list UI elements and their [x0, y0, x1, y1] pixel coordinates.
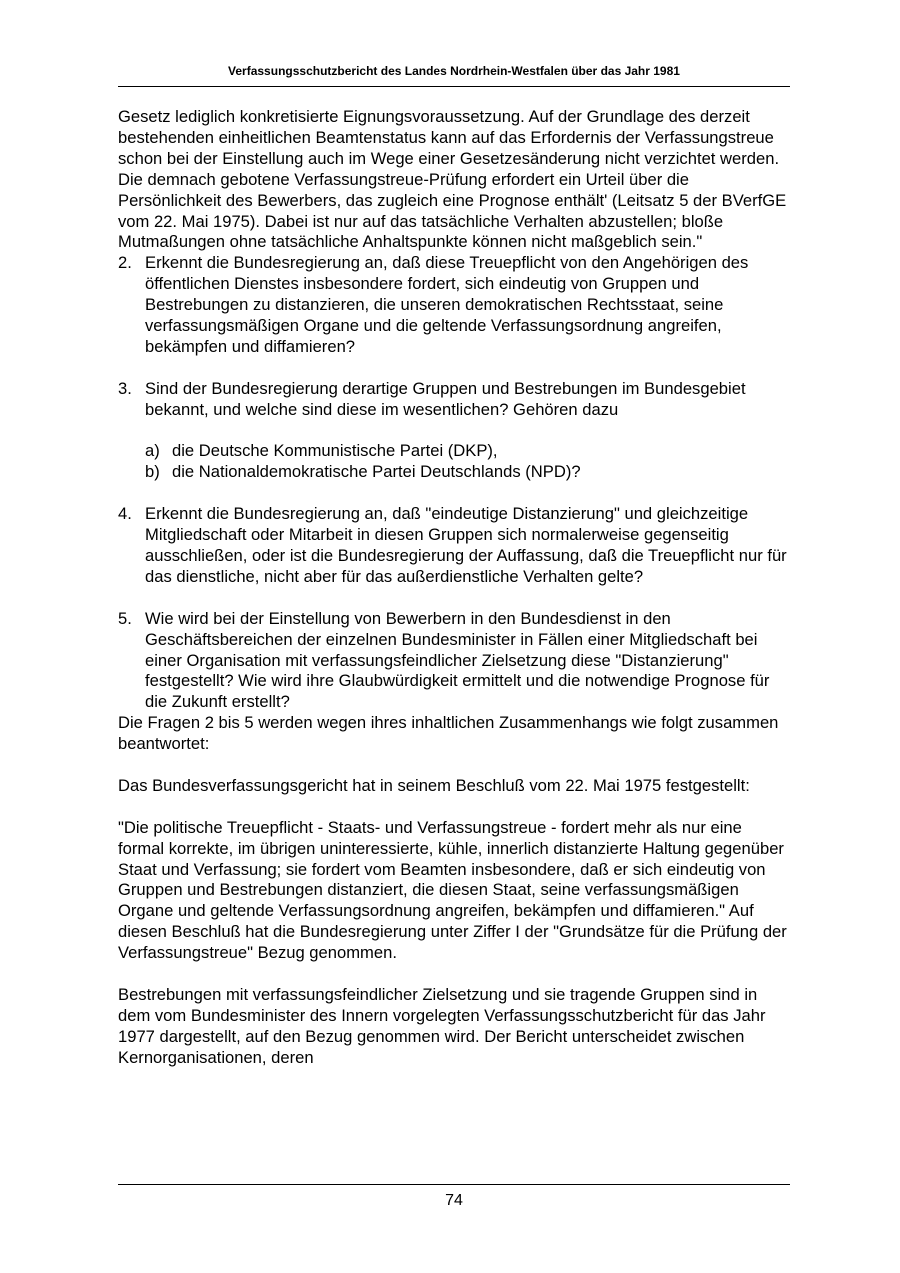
page-number: 74	[445, 1192, 463, 1209]
question-number: 4.	[118, 504, 132, 524]
paragraph-answer-intro: Die Fragen 2 bis 5 werden wegen ihres inhaltlichen Zusammenhangs wie folgt zusammen beantwortet:	[118, 713, 779, 754]
question-text: Erkennt die Bundesregierung an, daß "eindeutige Distanzierung" und gleichzeitige Mitgliedschaft oder Mitarbeit in diesen Gruppen sich normalerweise gegenseitig ausschließen, oder ist die Bundesregierung der Auffassung, daß die Treuepflicht nur für das dienstliche, nicht aber für das außerdienstliche Verhalten gelte?	[145, 504, 787, 586]
header-divider	[118, 86, 790, 87]
sub-item-text: die Deutsche Kommunistische Partei (DKP),	[172, 441, 498, 461]
page-body	[118, 107, 790, 1069]
question-item-2	[118, 253, 790, 358]
question-number: 5.	[118, 608, 132, 628]
question-number: 2.	[118, 253, 132, 273]
sub-item-text: die Nationaldemokratische Partei Deutschlands (NPD)?	[172, 462, 581, 482]
question-text: Wie wird bei der Einstellung von Bewerbern in den Bundesdienst in den Geschäftsbereichen der einzelnen Bundesminister in Fällen einer Mitgliedschaft bei einer Organisation mit verfassungsfeindlicher Zielsetzung diese "Distanzierung" festgestellt? Wie wird ihre Glaubwürdigkeit ermittelt und die notwendige Prognose für die Zukunft erstellt?	[145, 608, 770, 712]
question-item-3	[118, 379, 790, 421]
paragraph-court: Das Bundesverfassungsgericht hat in seinem Beschluß vom 22. Mai 1975 festgestellt:	[118, 775, 750, 795]
sub-item-label: a)	[145, 441, 160, 461]
question-text: Sind der Bundesregierung derartige Gruppen und Bestrebungen im Bundesgebiet bekannt, und welche sind diese im wesentlichen? Gehören dazu	[145, 378, 746, 419]
question-text: Erkennt die Bundesregierung an, daß diese Treuepflicht von den Angehörigen des öffentlichen Dienstes insbesondere fordert, sich eindeutig von Gruppen und Bestrebungen zu distanzieren, die unseren demokratischen Rechtsstaat, seine verfassungsmäßigen Organe und die geltende Verfassungsordnung angreifen, bekämpfen und diffamieren?	[145, 253, 749, 356]
running-header: Verfassungsschutzbericht des Landes Nordrhein-Westfalen über das Jahr 1981	[228, 64, 680, 78]
question-item-4	[118, 504, 790, 588]
sub-item-b	[118, 462, 790, 483]
question-number: 3.	[118, 378, 132, 398]
paragraph-final: Bestrebungen mit verfassungsfeindlicher Zielsetzung und sie tragende Gruppen sind in dem vom Bundesminister des Innern vorgelegten Verfassungsschutzbericht für das Jahr 1977 dargestellt, auf den Bezug genommen wird. Der Bericht unterscheidet zwischen Kernorganisationen, deren	[118, 984, 766, 1067]
paragraph-quote: "Die politische Treuepflicht - Staats- und Verfassungstreue - fordert mehr als nur eine formal korrekte, im übrigen uninteressierte, kühle, innerlich distanzierte Haltung gegenüber Staat und Verfassung; sie fordert vom Beamten insbesondere, daß er sich eindeutig von Gruppen und Bestrebungen distanziert, die diesen Staat, seine verfassungsmäßigen Organe und geltende Verfassungsordnung angreifen, bekämpfen und diffamieren." Auf diesen Beschluß hat die Bundesregierung unter Ziffer I der "Grundsätze für die Prüfung der Verfassungstreue" Bezug genommen.	[118, 817, 787, 963]
sub-item-label: b)	[145, 462, 160, 482]
paragraph-intro: Gesetz lediglich konkretisierte Eignungsvoraussetzung. Auf der Grundlage des derzeit bestehenden einheitlichen Beamtenstatus kann auf das Erfordernis der Verfassungstreue schon bei der Einstellung auch im Wege einer Gesetzesänderung nicht verzichtet werden. Die demnach gebotene Verfassungstreue-Prüfung erfordert ein Urteil über die Persönlichkeit des Bewerbers, das zugleich eine Prognose enthält' (Leitsatz 5 der BVerfGE vom 22. Mai 1975). Dabei ist nur auf das tatsächliche Verhalten abzustellen; bloße Mutmaßungen ohne tatsächliche Anhaltspunkte können nicht maßgeblich sein."	[118, 107, 787, 252]
question-item-5	[118, 609, 790, 714]
sub-item-a	[118, 441, 790, 462]
footer-divider	[118, 1184, 790, 1185]
